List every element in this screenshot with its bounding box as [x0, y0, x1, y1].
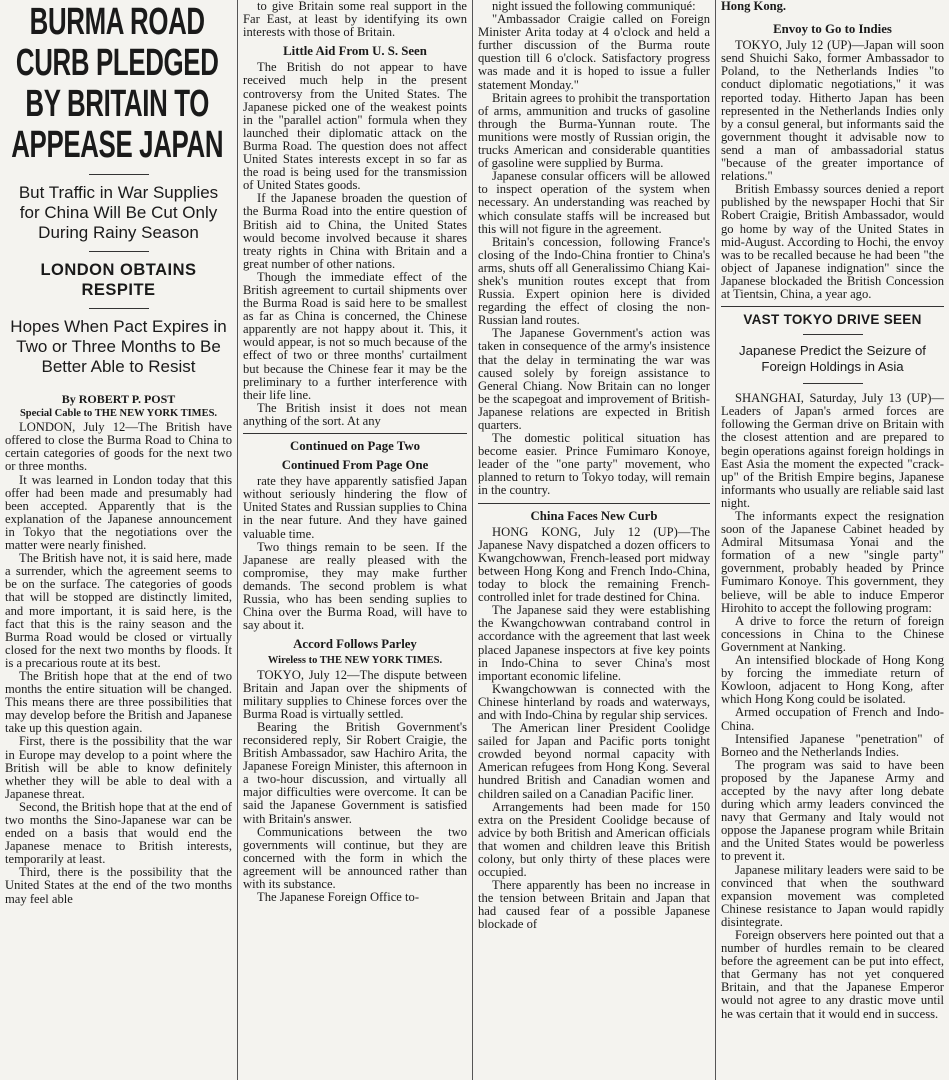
paragraph: SHANGHAI, Saturday, July 13 (UP)—Leaders of Japan's armed forces are following the German drive on Britain with the closest attention and are prepared to begin operations against foreign holdings in East Asia the moment the expected "crack-up" of the British Empire begins, Japanese informants who usually are reliable said last night.	[721, 391, 944, 510]
subhead-envoy: Envoy to Go to Indies	[773, 22, 892, 37]
divider	[89, 308, 149, 309]
divider	[803, 334, 863, 335]
paragraph: British Embassy sources denied a report published by the newspaper Hochi that Sir Robert Craigie, British Ambassador, would go home by way of the United States in mid-August. According to Hochi, the envoy was to be recalled because he had been "the object of Japanese indignation" since the Japanese blockaded the British Concession at Tientsin, China, a year ago.	[721, 182, 944, 301]
col2-body-d	[243, 669, 467, 905]
byline: By ROBERT P. POST	[61, 392, 176, 406]
deck-1: But Traffic in War Supplies for China Will Be Cut Only During Rainy Season	[18, 183, 219, 242]
subhead-little-aid: Little Aid From U. S. Seen	[283, 44, 427, 59]
paragraph: Though the immediate effect of the British agreement to curtail shipments over the Burma Road is said here to be smallest as far as China is concerned, the Chinese apparently are not happy about it. This, it would appear, is not so much because of the effect of two or three months' curtailment but because the Chinese fear it may be the preliminary to a further interference with their life line.	[243, 269, 467, 402]
paragraph: The British do not appear to have received much help in the present controversy from the United States. The Japanese picked one of the weakest points in the "parallel action" formula when they launched their diplomatic attack on the Burma Road. The question does not affect United States interests except in so far as the road is being used for the transmission of United States goods.	[243, 60, 467, 193]
paragraph: Armed occupation of French and Indo-China.	[721, 705, 944, 733]
paragraph: "Ambassador Craigie called on Foreign Minister Arita today at 4 o'clock and held a further discussion of the Burma route question till 6 o'clock. Satisfactory progress was made and it is hoped to issue a fuller statement Monday."	[478, 12, 710, 92]
col2-body-b	[243, 61, 467, 428]
paragraph: Intensified Japanese "penetration" of Borneo and the Netherlands Indies.	[721, 731, 944, 759]
paragraph: The British hope that at the end of two months the entire situation will be changed. This means there are three possibilities that may develop before the British and Japanese take up this question again.	[5, 668, 232, 736]
divider	[478, 503, 710, 504]
subhead-china-curb: China Faces New Curb	[530, 508, 658, 523]
paragraph: First, there is the possibility that the war in Europe may develop to a point where the British will be able to know definitely whether they will be able to deal with a Japanese threat.	[5, 734, 232, 801]
col4-body-a	[721, 39, 944, 301]
col3-body-b	[478, 526, 710, 932]
credit-wireless: Wireless to THE NEW YORK TIMES.	[267, 655, 443, 667]
col2-body-a	[243, 0, 467, 39]
paragraph: Arrangements had been made for 150 extra on the President Coolidge because of advice by both British and American officials that women and children leave this British colony, but only thirty of these places were occupied.	[478, 799, 710, 880]
paragraph: HONG KONG, July 12 (UP)—The Japanese Navy dispatched a dozen officers to Kwangchowwan, French-leased port midway between Hong Kong and French Indo-China, today to block the remaining French-controlled inlet for trade destined for China.	[478, 524, 710, 605]
paragraph: LONDON, July 12—The British have offered to close the Burma Road to China to certain categories of goods for the next two or three months.	[5, 420, 232, 474]
paragraph: Foreign observers here pointed out that a number of hurdles remain to be cleared before the agreement can be put into effect, that Germany has not yet conquered Britain, and that the Japanese Emperor would not agree to any drastic move until he was certain that it would end in success.	[721, 928, 944, 1021]
paragraph: The Japanese Government's action was taken in consequence of the army's insistence that the delay in terminating the war was caused solely by foreign assistance to General Chiang. Now Britain can no longer be the scapegoat and improvement of British-Japanese relations are expected in British quarters.	[478, 326, 710, 432]
deck-predict: Japanese Predict the Seizure of Foreign Holdings in Asia	[739, 343, 926, 375]
paragraph: night issued the following communiqué:	[492, 0, 696, 13]
paragraph: The American liner President Coolidge sailed for Japan and Pacific ports tonight crowded beyond normal capacity with American refugees from Hong Kong. Several hundred British and Canadian women and children sailed on a Canadian Pacific liner.	[478, 721, 710, 801]
paragraph: Japanese military leaders were said to be convinced that when the southward expansion movement was completed Chinese resistance to Japan would rapidly disintegrate.	[721, 862, 944, 929]
column-4	[715, 0, 949, 1080]
paragraph: If the Japanese broaden the question of the Burma Road into the entire question of British aid to China, the United States would become involved because it shares treaty rights in China with Britain and a great number of other nations.	[243, 191, 467, 271]
paragraph: The British insist it does not mean anything of the sort. At any	[243, 400, 467, 428]
paragraph: The British have not, it is said here, made a surrender, which the agreement seems to be on the surface. The categories of goods that will be stopped are distinctly limited, and more important, it is said here, is the fact that this is the rainy season and the Burma Road would be closed or virtually closed for the next two months by floods. It is a precarious route at its best.	[5, 551, 232, 670]
deck-2: LONDON OBTAINS RESPITE	[40, 261, 197, 299]
divider	[89, 251, 149, 252]
jump-continued-page-two: Continued on Page Two	[289, 439, 420, 453]
col4-top-line: Hong Kong.	[721, 0, 787, 13]
column-1	[0, 0, 237, 1080]
divider	[243, 433, 467, 434]
subhead-vast-drive: VAST TOKYO DRIVE SEEN	[743, 312, 922, 328]
credit-line: Special Cable to THE NEW YORK TIMES.	[19, 408, 218, 420]
paragraph: Kwangchowwan is connected with the Chinese hinterland by roads and waterways, and with Indo-China by regular ship services.	[478, 681, 710, 722]
paragraph: There apparently has been no increase in the tension between Britain and Japan that had caused fear of a possible Japanese blockade of	[478, 878, 710, 932]
paragraph: Bearing the British Government's reconsidered reply, Sir Robert Craigie, the British Ambassador, saw Hachiro Arita, the Japanese Foreign Minister, this afternoon in a two-hour discussion, and virtually all major difficulties were overcome. It can be said the Japanese Government is satisfied with Britain's answer.	[243, 719, 467, 826]
paragraph: The domestic political situation has become easier. Prince Fumimaro Konoye, leader of the "one party" movement, who planned to return to Tokyo today, will remain in the country.	[478, 431, 710, 498]
paragraph: The informants expect the resignation soon of the Japanese Cabinet headed by Admiral Mitsumasa Yonai and the formation of a new "single party" government, probably headed by Prince Fumimaro Konoye. This government, they believe, will be able to induce Emperor Hirohito to accept the following program:	[721, 509, 944, 615]
paragraph: The Japanese Foreign Office to-	[257, 890, 420, 905]
paragraph: Britain agrees to prohibit the transportation of arms, ammunition and trucks of gasoline through the Burma-Yunnan route. The munitions were mostly of Russian origin, the trucks American and considerable quantities of gasoline were supplied by Burma.	[478, 90, 710, 171]
paragraph: Second, the British hope that at the end of two months the Sino-Japanese war can be ended on a basis that would end the Japanese menace to British interests, temporarily at least.	[5, 799, 232, 867]
paragraph: rate they have apparently satisfied Japan without seriously hindering the flow of United States and Russian supplies to China in the near future. And they have gained valuable time.	[243, 474, 467, 541]
paragraph: Two things remain to be seen. If the Japanese are really pleased with the compromise, they may make further demands. The second problem is what Russia, who has been sending suplies to China over the Burma Road, will have to say about it.	[243, 539, 467, 633]
subhead-accord: Accord Follows Parley	[293, 637, 417, 652]
paragraph: Japanese consular officers will be allowed to inspect operation of the system when necessary. An understanding was reached by which consulate staffs will be increased but this will not figure in the agreement.	[478, 169, 710, 236]
paragraph: TOKYO, July 12 (UP)—Japan will soon send Shuichi Sako, former Ambassador to Poland, to the Netherlands Indies "to conduct diplomatic negotiations," it was reported today. Hitherto Japan has been represented in the Netherlands Indies only by a consul general, but informants said the government thought it advisable now to send a man of ambassadorial status "because of the greater importance of relations."	[721, 38, 944, 184]
divider	[721, 306, 944, 307]
paragraph: to give Britain some real support in the Far East, at least by identifying its own interests with those of Britain.	[243, 0, 467, 40]
paragraph: Third, there is the possibility that the United States at the end of the two months may feel able	[5, 865, 232, 906]
paragraph: The program was said to have been proposed by the Japanese Army and accepted by the navy after long debate during which army leaders convinced the navy that Germany and Italy would not oppose the Japanese program while Britain and the United States would be powerless to prevent it.	[721, 757, 944, 864]
paragraph: Communications between the two governments will continue, but they are concerned with the form in which the agreement will be announced rather than with its substance.	[243, 824, 467, 891]
col2-body-c	[243, 475, 467, 632]
column-2	[237, 0, 472, 1080]
col4-body-b	[721, 392, 944, 1021]
paragraph: Britain's concession, following France's closing of the Indo-China frontier to China's arms, shuts off all Generalissimo Chiang Kai-shek's munition routes except that from Russia. Expert opinion here is divided regarding the effect of closing the non-Russian land routes.	[478, 234, 710, 328]
deck-3: Hopes When Pact Expires in Two or Three Months to Be Better Able to Resist	[10, 317, 227, 376]
paragraph: The Japanese said they were establishing the Kwangchowwan contraband control in accordance with the agreement that last week placed Japanese inspectors at five key points in Indo-China to sever China's most important economic lifeline.	[478, 603, 710, 683]
main-headline: BURMA ROAD CURB PLEDGED BY BRITAIN TO APPEASE JAPAN	[11, 1, 224, 166]
paragraph: It was learned in London today that this offer had been made and presumably had been accepted. Apparently that is the explanation of the Japanese announcement in Tokyo that the negotiations over the matter were nearly finished.	[5, 472, 232, 553]
paragraph: A drive to force the return of foreign concessions in China to the Chinese Government at Nanking.	[721, 613, 944, 654]
divider	[803, 383, 863, 384]
col3-body-a	[478, 0, 710, 498]
col1-body	[5, 421, 232, 905]
paragraph: An intensified blockade of Hong Kong by forcing the immediate return of Kowloon, adjacent to Hong Kong, after which Hong Kong could be isolated.	[721, 653, 944, 707]
column-3	[472, 0, 715, 1080]
divider	[89, 174, 149, 175]
paragraph: TOKYO, July 12—The dispute between Britain and Japan over the shipments of military supplies to Chinese forces over the Burma Road is virtually settled.	[243, 667, 467, 721]
jump-continued-from-page-one: Continued From Page One	[281, 458, 429, 473]
